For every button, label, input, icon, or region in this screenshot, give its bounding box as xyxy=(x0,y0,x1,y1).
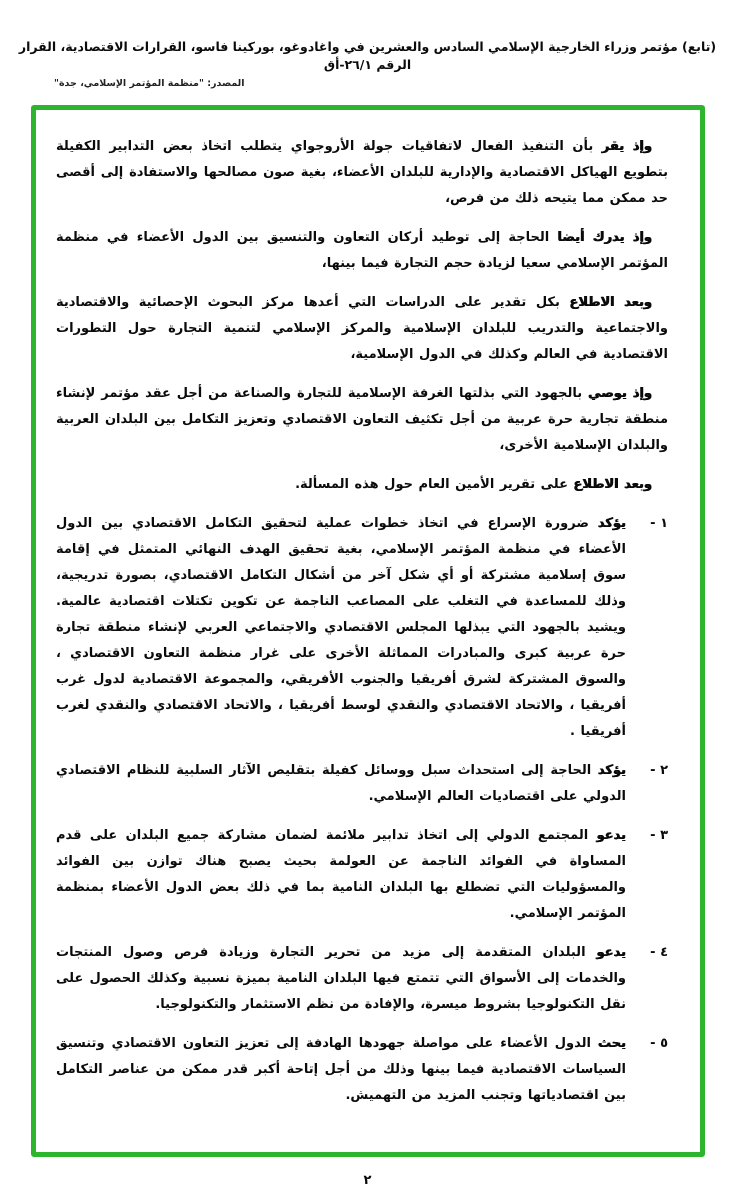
item-lead-2: يؤكد xyxy=(597,763,627,778)
resolution-item-1 xyxy=(56,511,668,745)
preamble-text-1: بأن التنفيذ الفعال لاتفاقيات جولة الأروجواي يتطلب اتخاذ بعض التدابير الكفيلة بتطويع الهياكل الاقتصادية والإدارية للبلدان الأعضاء، بغية صون مصالحها والاستفادة إلى أقصى حد ممكن مما يتيحه ذلك من فرص، xyxy=(56,139,668,206)
item-body-5: الدول الأعضاء على مواصلة جهودها الهادفة إلى تعزيز التعاون الاقتصادي وتنسيق السياسات الاقتصادية فيما بينها وذلك من أجل إتاحة أكبر قدر ممكن من عناصر التكامل بين اقتصادياتها وتجنب المزيد من التهميش. xyxy=(56,1036,626,1103)
preamble-text-2: الحاجة إلى توطيد أركان التعاون والتنسيق بين الدول الأعضاء في منظمة المؤتمر الإسلامي سعيا لزيادة حجم التجارة فيما بينها، xyxy=(56,230,668,271)
resolution-items xyxy=(56,511,668,1109)
resolution-item-5 xyxy=(56,1031,668,1109)
preamble-paragraph-5 xyxy=(56,472,668,498)
item-body-1: ضرورة الإسراع في اتخاذ خطوات عملية لتحقيق التكامل الاقتصادي بين الدول الأعضاء في منظمة المؤتمر الإسلامي، بغية تحقيق الهدف النهائي المتمثل في إقامة سوق إسلامية مشتركة أو أي شكل آخر من أشكال التكامل الاقتصادي، بصورة تدريجية، وذلك للمساعدة في التغلب على المصاعب الناجمة عن تكوين تكتلات اقتصادية عالمية. ويشيد بالجهود التي يبذلها المجلس الاقتصادي والاجتماعي العربي لإنشاء منطقة تجارة حرة عربية كبرى والمبادرات المماثلة الأخرى على غرار منظمة التعاون الاقتصادي ، والسوق المشتركة لشرق أفريقيا والجنوب الأفريقي، والمجموعة الاقتصادية لدول غرب أفريقيا ، والاتحاد الاقتصادي والنقدي لوسط أفريقيا ، والاتحاد الاقتصادي والنقدي لغرب أفريقيا . xyxy=(56,516,626,739)
item-text-1 xyxy=(56,511,626,745)
item-lead-1: يؤكد xyxy=(597,516,626,531)
preamble-lead-2: وإذ يدرك أيضا xyxy=(557,230,653,245)
preamble-lead-5: وبعد الاطلاع xyxy=(573,477,652,492)
resolution-item-2 xyxy=(56,758,668,810)
item-text-3 xyxy=(56,823,626,927)
item-number-5: ٥ - xyxy=(650,1036,668,1051)
item-text-5 xyxy=(56,1031,626,1109)
document-header-title: (تابع) مؤتمر وزراء الخارجية الإسلامي السادس والعشرين في واغادوغو، بوركينا فاسو، القرارات الاقتصادية، القرار الرقم ٢٦/١-أق xyxy=(18,39,717,72)
preamble-text-5: على تقرير الأمين العام حول هذه المسألة. xyxy=(295,477,568,492)
document-body-frame xyxy=(31,105,705,1157)
item-body-2: الحاجة إلى استحداث سبل ووسائل كفيلة بتقليص الآثار السلبية للنظام الاقتصادي الدولي على اقتصاديات العالم الإسلامي. xyxy=(56,763,626,804)
item-body-4: البلدان المتقدمة إلى مزيد من تحرير التجارة وزيادة فرص وصول المنتجات والخدمات إلى الأسواق التي تتمتع فيها البلدان النامية بميزة نسبية وكذلك الحصول على نقل التكنولوجيا بشروط ميسرة، والإفادة من نظم الاستثمار والتكنولوجيا. xyxy=(56,945,626,1012)
item-number-2: ٢ - xyxy=(650,763,668,778)
preamble-lead-4: وإذ يوصي xyxy=(588,386,653,401)
item-body-3: المجتمع الدولي إلى اتخاذ تدابير ملائمة لضمان مشاركة جميع البلدان على قدم المساواة في الفوائد الناجمة عن العولمة بحيث يصبح هناك توازن بين الفوائد والمسؤوليات التي تضطلع بها البلدان النامية بما في ذلك بعض الدول الأعضاء بمنظمة المؤتمر الإسلامي. xyxy=(56,828,626,921)
resolution-item-3 xyxy=(56,823,668,927)
preamble-paragraph-2 xyxy=(56,225,668,277)
item-number-3: ٣ - xyxy=(650,828,668,843)
page-number: ٢ xyxy=(363,1173,372,1188)
item-lead-5: يحث xyxy=(597,1036,626,1051)
resolution-item-4 xyxy=(56,940,668,1018)
preamble-text-4: بالجهود التي بذلتها الغرفة الإسلامية للتجارة والصناعة من أجل عقد مؤتمر لإنشاء منطقة تجارية حرة عربية من أجل تكثيف التعاون الاقتصادي وتعزيز التكامل بين البلدان العربية والبلدان الإسلامية الأخرى، xyxy=(56,386,668,453)
preamble-lead-3: وبعد الاطلاع xyxy=(569,295,653,310)
preamble-lead-1: وإذ يقر xyxy=(601,139,652,154)
item-lead-4: يدعو xyxy=(596,945,626,960)
item-number-4: ٤ - xyxy=(650,945,668,960)
preamble-paragraph-1 xyxy=(56,134,668,212)
item-number-1: ١ - xyxy=(650,516,668,531)
preamble-paragraph-4 xyxy=(56,381,668,459)
item-text-4 xyxy=(56,940,626,1018)
preamble-text-3: بكل تقدير على الدراسات التي أعدها مركز البحوث الإحصائية والاقتصادية والاجتماعية والتدريب للبلدان الإسلامية والمركز الإسلامي لتنمية التجارة حول التطورات الاقتصادية في العالم وكذلك في الدول الإسلامية، xyxy=(56,295,668,362)
preamble-paragraph-3 xyxy=(56,290,668,368)
item-text-2 xyxy=(56,758,626,810)
source-line: المصدر: "منظمة المؤتمر الإسلامي، جدة" xyxy=(54,78,245,89)
item-lead-3: يدعو xyxy=(596,828,627,843)
